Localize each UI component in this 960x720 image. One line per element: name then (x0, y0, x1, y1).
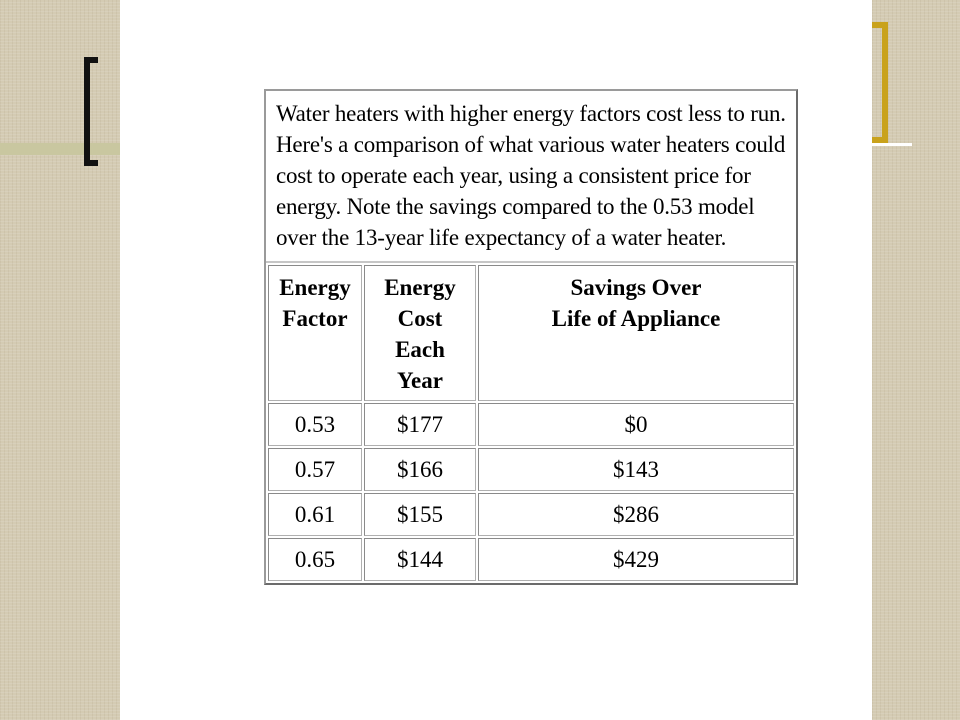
intro-paragraph: Water heaters with higher energy factors cost less to run. Here's a comparison of what various water heaters could cost to operate each year, using a consistent price for energy. Note the savings compared to the 0.53 model over the 13-year life expectancy of a water heater. (266, 91, 796, 263)
decorative-stripe-left (0, 143, 120, 155)
header-text: Energy (384, 275, 456, 300)
table-row (268, 493, 794, 536)
cell-savings: $0 (478, 403, 794, 446)
cell-savings: $429 (478, 538, 794, 581)
header-text: Energy (279, 275, 351, 300)
energy-factor-grid (266, 263, 796, 583)
header-text: Life of Appliance (551, 306, 721, 331)
cell-savings: $286 (478, 493, 794, 536)
cell-energy-factor: 0.61 (268, 493, 362, 536)
cell-savings: $143 (478, 448, 794, 491)
table-row (268, 403, 794, 446)
header-savings (478, 265, 794, 401)
header-text: Cost (397, 306, 443, 331)
bracket-left-icon (84, 57, 98, 166)
cell-energy-factor: 0.53 (268, 403, 362, 446)
cell-energy-cost: $144 (364, 538, 476, 581)
cell-energy-cost: $155 (364, 493, 476, 536)
cell-energy-cost: $166 (364, 448, 476, 491)
cell-energy-factor: 0.65 (268, 538, 362, 581)
header-text: Factor (282, 306, 348, 331)
header-text: Year (397, 368, 443, 393)
cell-energy-factor: 0.57 (268, 448, 362, 491)
header-text: Each (395, 337, 445, 362)
table-row (268, 538, 794, 581)
header-text: Savings Over (570, 275, 702, 300)
table-row (268, 448, 794, 491)
decorative-stripe-right (872, 143, 912, 146)
header-energy-factor (268, 265, 362, 401)
bracket-right-icon (872, 22, 888, 143)
water-heater-comparison-table (264, 89, 798, 585)
cell-energy-cost: $177 (364, 403, 476, 446)
header-energy-cost (364, 265, 476, 401)
header-row (268, 265, 794, 401)
